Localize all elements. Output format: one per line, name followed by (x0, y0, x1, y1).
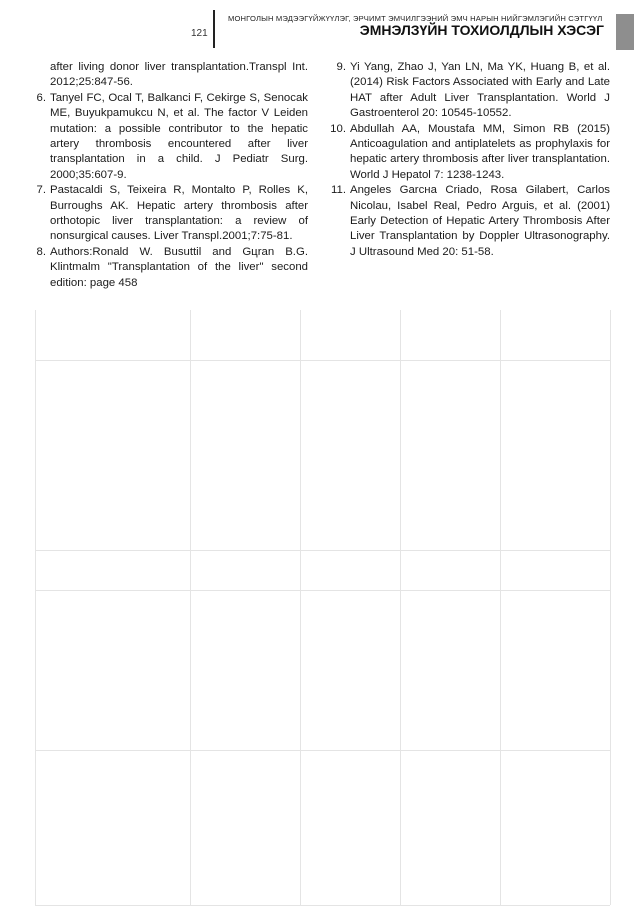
header-tab-marker (616, 14, 634, 50)
reference-text: Pastacaldi S, Teixeira R, Montalto P, Rolles K, Burroughs AK. Hepatic artery thrombosis after orthotopic liver transplantation: a review of nonsurgical causes. Liver Transpl.2001;7:75-81. (50, 184, 308, 243)
reference-item (30, 60, 308, 91)
reference-text: after living donor liver transplantation.Transpl Int. 2012;25:847-56. (50, 61, 308, 89)
reference-text: Abdullah AA, Moustafa MM, Simon RB (2015) Anticoagulation and antiplatelets as prophylaxis for hepatic artery thrombosis after liver transplantation. World J Hepatol 7: 1238-1243. (350, 122, 610, 181)
reference-item (30, 245, 308, 291)
references-right-column (330, 60, 610, 260)
reference-item (330, 122, 610, 184)
journal-title: МОНГОЛЫН МЭДЭЭГҮЙЖҮҮЛЭГ, ЭРЧИМТ ЭМЧИЛГЭЭНИЙ ЭМЧ НАРЫН НИЙГЭМЛЭГИЙН СЭТГҮҮЛ (228, 14, 603, 23)
reference-number: 7. (36, 184, 46, 197)
references-left-column (30, 60, 308, 291)
page-number: 121 (191, 28, 208, 39)
section-title: ЭМНЭЛЗҮЙН ТОХИОЛДЛЫН ХЭСЭГ (359, 22, 604, 38)
reference-text: Angeles Garcнa Criado, Rosa Gilabert, Carlos Nicolau, Isabel Real, Pedro Arguis, et al. (2001) Early Detection of Hepatic Artery Thrombosis After Liver Transplantation by Doppler Ultrasonography. J Ultrasound Med 20: 51-58. (350, 184, 610, 258)
reference-item (330, 183, 610, 260)
reference-number: 10. (330, 122, 346, 135)
reference-text: Yi Yang, Zhao J, Yan LN, Ma YK, Huang B, et al. (2014) Risk Factors Associated with Early and Late HAT after Adult Liver Transplantation. World J Gastroenterol 20: 10545-10552. (350, 61, 610, 120)
bleed-through-table (0, 310, 634, 920)
reference-number: 8. (36, 245, 46, 258)
reference-item (30, 183, 308, 245)
reference-text: Tanyel FC, Ocal T, Balkanci F, Cekirge S, Senocak ME, Buyukpamukcu N, et al. The factor V Leiden mutation: a possible contributor to the hepatic artery thrombosis encountered after liver transplantation in a child. J Pediatr Surg. 2000;35:607-9. (50, 91, 308, 181)
reference-number: 6. (36, 91, 46, 104)
header-divider (213, 10, 215, 48)
reference-item (30, 91, 308, 183)
reference-number: 11. (331, 184, 346, 197)
reference-number: 9. (336, 61, 346, 73)
reference-item (330, 60, 610, 122)
reference-text: Authors:Ronald W. Busuttil and Gцran B.G. Klintmalm "Transplantation of the liver" second edition: page 458 (50, 245, 308, 289)
